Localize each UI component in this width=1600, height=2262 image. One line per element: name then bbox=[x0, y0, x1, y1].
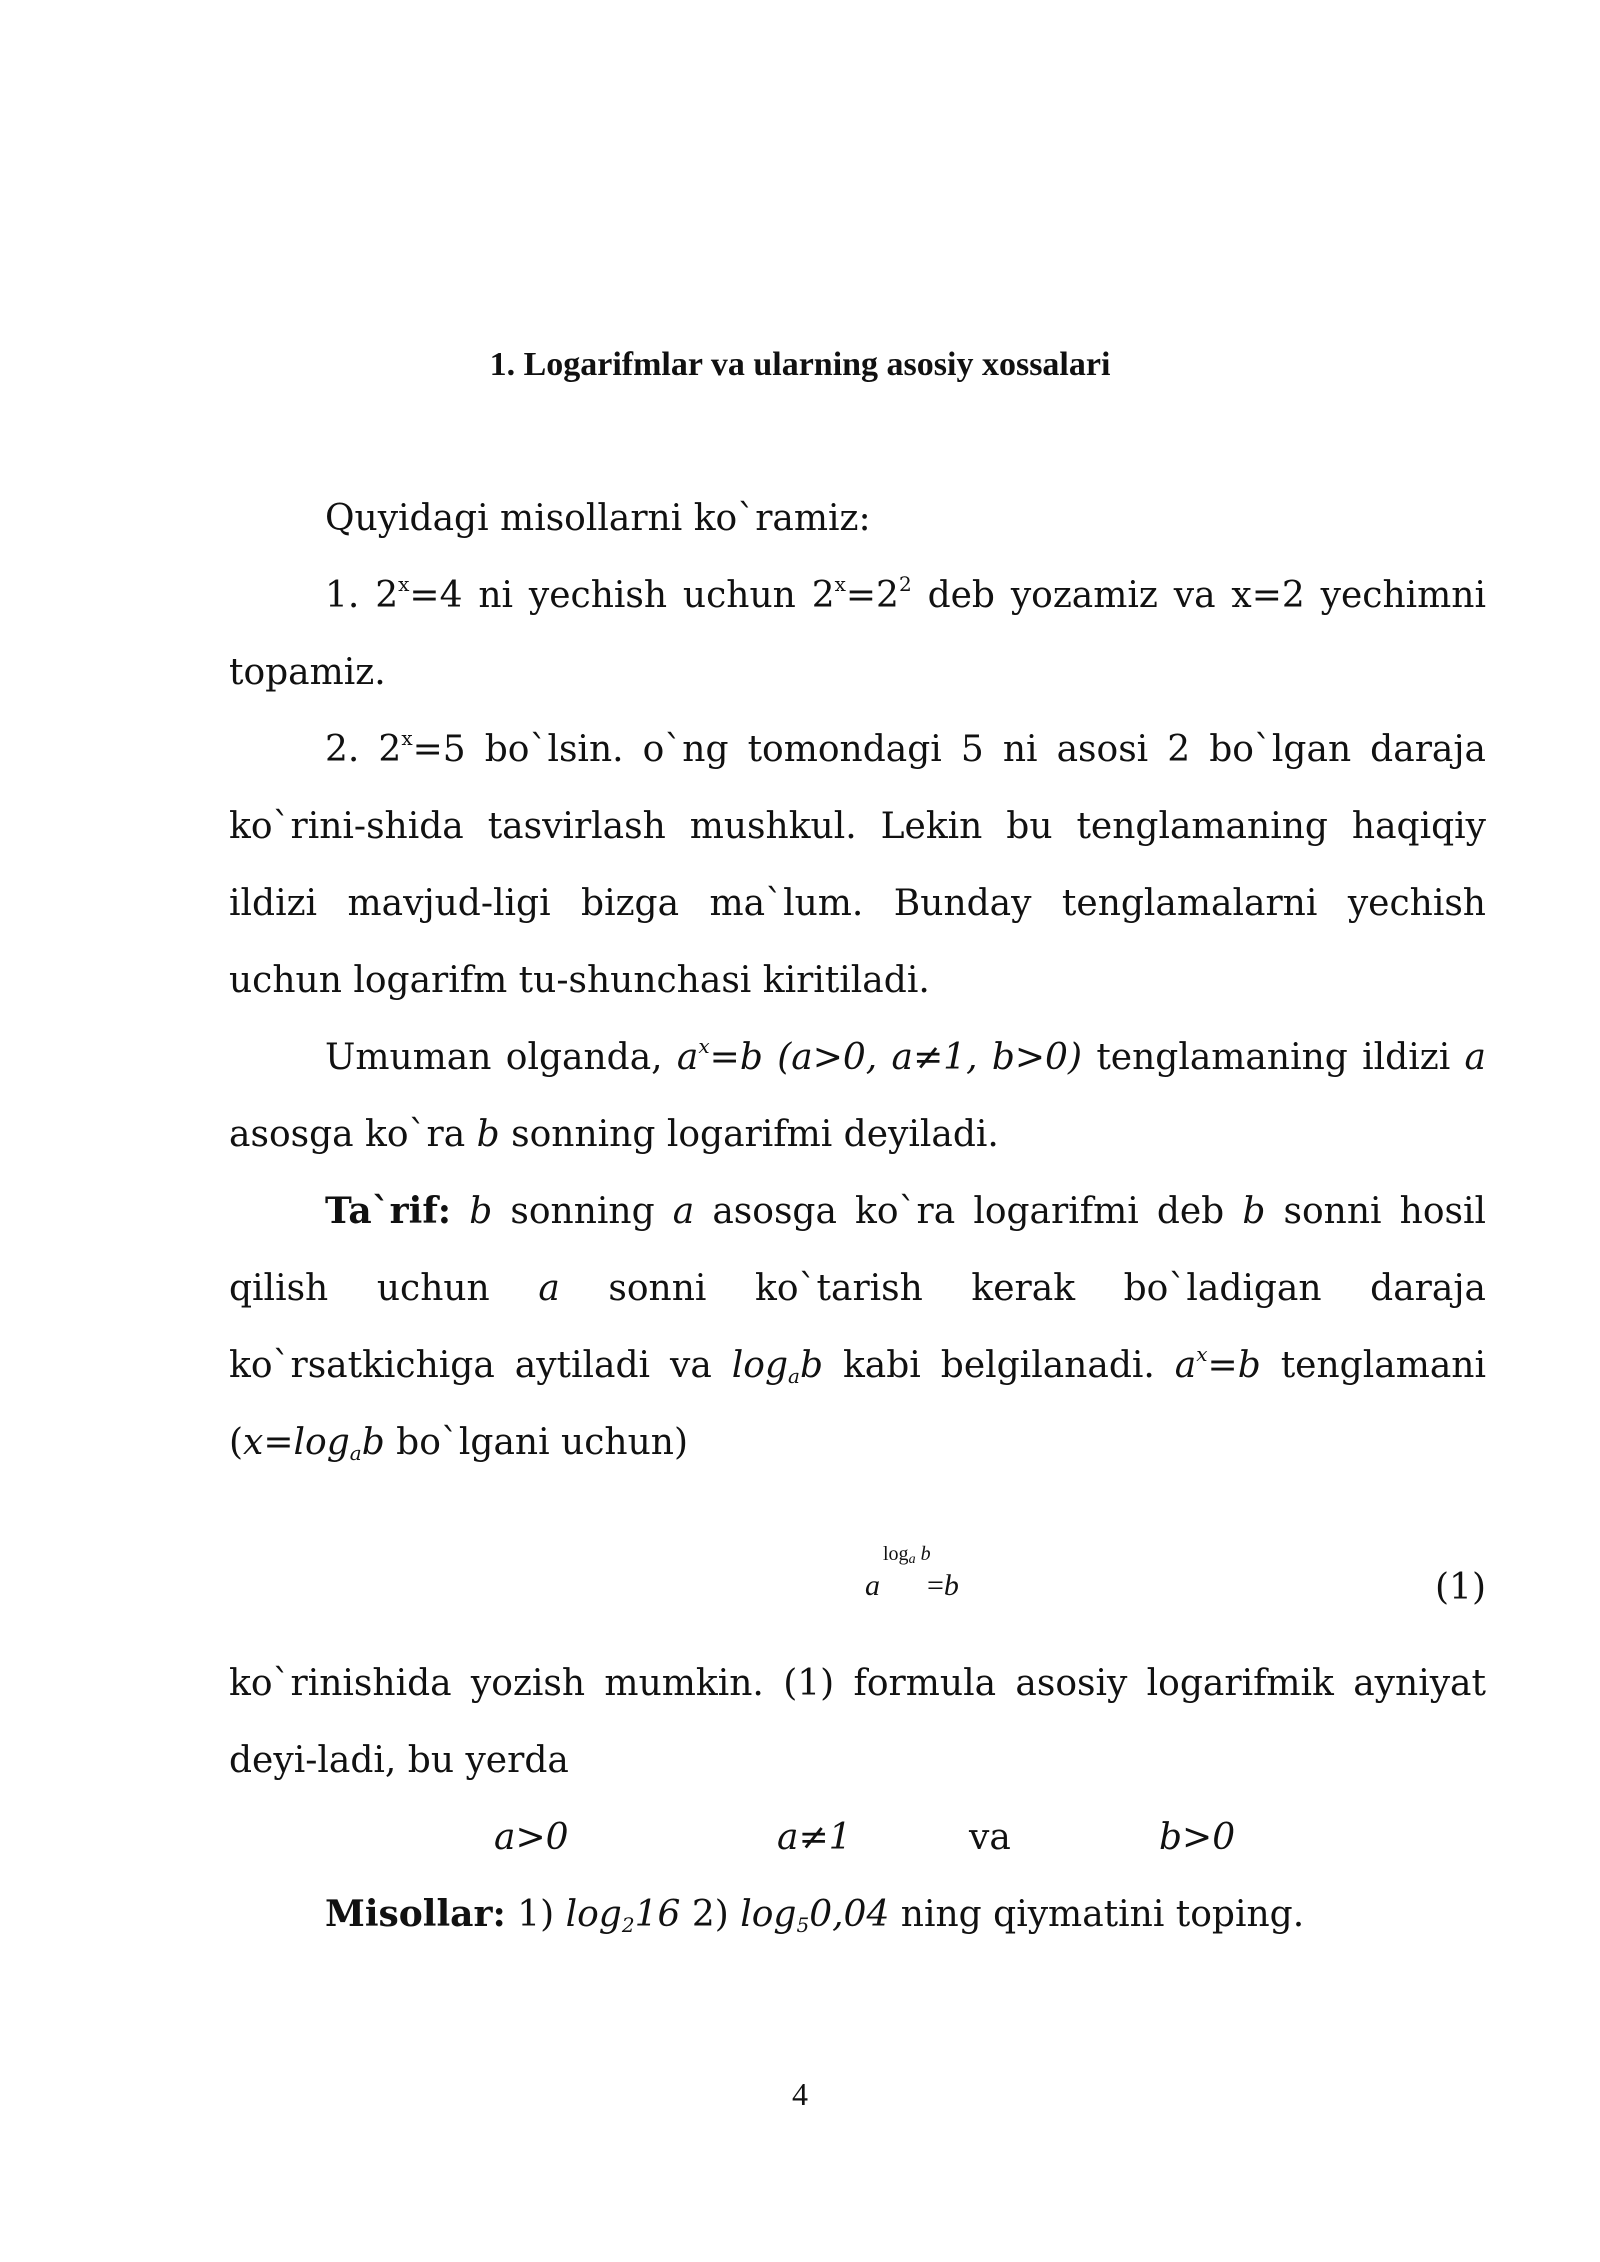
text-fragment: =2 bbox=[845, 575, 899, 616]
formula-base: a bbox=[865, 1569, 880, 1602]
after-formula-paragraph: ko`rinishida yozish mumkin. (1) formula asosiy logarifmik ayniyat deyi-ladi, bu yerda bbox=[229, 1663, 1486, 1781]
subscript: a bbox=[349, 1441, 362, 1465]
text-fragment: asosga ko`ra logarifmi deb bbox=[694, 1191, 1243, 1232]
text-fragment: bo`lgani uchun) bbox=[384, 1422, 689, 1463]
text-fragment: =4 ni yechish uchun 2 bbox=[409, 575, 835, 616]
formula-log: log bbox=[883, 1543, 909, 1565]
text-fragment: tenglamaning ildizi bbox=[1082, 1037, 1465, 1078]
example-2-paragraph bbox=[229, 711, 1486, 1019]
math-variable: a bbox=[676, 1037, 699, 1078]
section-title: 1. Logarifmlar va ularning asosiy xossalari bbox=[489, 346, 1111, 383]
example-1-paragraph bbox=[229, 557, 1486, 711]
text-fragment: asosga ko`ra bbox=[229, 1114, 477, 1155]
definition-paragraph bbox=[229, 1173, 1486, 1481]
math-log: log bbox=[731, 1345, 789, 1386]
formula-row bbox=[229, 1481, 1486, 1645]
math-variable: b bbox=[476, 1114, 500, 1155]
examples-label: Misollar: bbox=[325, 1893, 506, 1935]
subscript: a bbox=[908, 1552, 916, 1567]
text-fragment: 1) bbox=[505, 1894, 566, 1935]
math-value: 0,04 bbox=[809, 1894, 890, 1935]
conjunction-va: va bbox=[969, 1817, 1011, 1858]
superscript: x bbox=[1196, 1342, 1208, 1366]
equals-sign: = bbox=[927, 1569, 944, 1602]
definition-label: Ta`rif: bbox=[325, 1190, 452, 1232]
superscript: x bbox=[698, 1034, 710, 1058]
condition-b-positive: b>0 bbox=[1159, 1817, 1236, 1858]
document-body bbox=[229, 480, 1486, 1953]
equation-number: (1) bbox=[1435, 1567, 1486, 1608]
text-fragment: Umuman olganda, bbox=[325, 1037, 677, 1078]
math-variable: b bbox=[361, 1422, 385, 1463]
math-log: log bbox=[740, 1894, 797, 1935]
text-fragment: sonning logarifmi deyiladi. bbox=[499, 1114, 999, 1155]
text-fragment: deb yozamiz va x=2 yechimni topamiz. bbox=[229, 575, 1486, 693]
math-variable: a bbox=[1174, 1345, 1197, 1386]
superscript: x bbox=[401, 726, 413, 750]
math-variable: b bbox=[920, 1543, 931, 1565]
math-variable: b bbox=[943, 1569, 959, 1602]
identity-formula bbox=[865, 1543, 959, 1603]
text-fragment: ning qiymatini toping. bbox=[889, 1894, 1305, 1935]
subscript: 5 bbox=[796, 1913, 810, 1937]
subscript: 2 bbox=[621, 1913, 635, 1937]
math-value: 16 bbox=[634, 1894, 681, 1935]
math-expression: x=log bbox=[243, 1422, 350, 1463]
math-expression: =b (a>0, a≠1, b>0) bbox=[709, 1037, 1082, 1078]
math-variable: b bbox=[1242, 1191, 1266, 1232]
condition-a-not-one: a≠1 bbox=[777, 1817, 852, 1858]
math-variable: a bbox=[538, 1268, 560, 1309]
text-fragment: sonning bbox=[492, 1191, 673, 1232]
conditions-row bbox=[229, 1799, 1486, 1876]
page-number: 4 bbox=[792, 2076, 808, 2112]
math-log: log bbox=[565, 1894, 622, 1935]
text-fragment: =5 bo`lsin. o`ng tomondagi 5 ni asosi 2 bo`lgan daraja ko`rini-shida tasvirlash mushkul. Lekin bu tenglamaning haqiqiy ildizi mavjud-ligi bizga ma`lum. Bunday tenglamalarni yechish uchun logarifm tu-shunchasi kiritiladi. bbox=[229, 729, 1486, 1001]
subscript: a bbox=[788, 1364, 800, 1388]
math-variable: a bbox=[1464, 1037, 1486, 1078]
math-variable: a bbox=[672, 1191, 695, 1232]
text-fragment: 2. 2 bbox=[325, 729, 402, 770]
intro-paragraph: Quyidagi misollarni ko`ramiz: bbox=[325, 498, 871, 539]
text-fragment: sonni hosil qilish uchun bbox=[229, 1191, 1487, 1309]
formula-exponent bbox=[883, 1543, 931, 1566]
text-fragment: tenglamani ( bbox=[229, 1345, 1486, 1463]
text-fragment: sonni ko`tarish kerak bo`ladigan daraja ko`rsatkichiga aytiladi va bbox=[229, 1268, 1486, 1386]
superscript: x bbox=[834, 572, 846, 596]
text-fragment: 2) bbox=[680, 1894, 741, 1935]
examples-paragraph bbox=[229, 1876, 1486, 1953]
general-paragraph bbox=[229, 1019, 1486, 1173]
superscript: x bbox=[398, 572, 410, 596]
math-variable: b bbox=[469, 1191, 493, 1232]
math-expression: =b bbox=[1207, 1345, 1261, 1386]
superscript: 2 bbox=[898, 572, 912, 596]
condition-a-positive: a>0 bbox=[494, 1817, 569, 1858]
text-fragment: kabi belgilanadi. bbox=[823, 1345, 1175, 1386]
formula-rhs bbox=[927, 1569, 959, 1603]
text-fragment: 1. 2 bbox=[325, 575, 399, 616]
math-variable: b bbox=[799, 1345, 824, 1386]
